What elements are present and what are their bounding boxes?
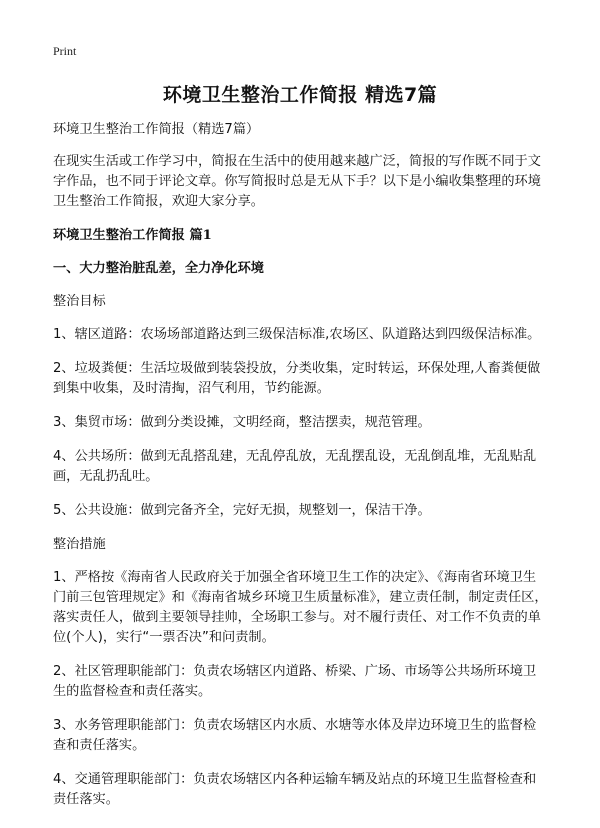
measure-item: 1、严格按《海南省人民政府关于加强全省环境卫生工作的决定》、《海南省环境卫生门前三包管理规定》和《海南省城乡环境卫生质量标准》，建立责任制，制定责任区，落实责任人，做到主要领导挂帅，全场职工参与。对不履行责任、对工作不负责的单位(个人)，实行“一票否决”和问责制。 xyxy=(53,570,548,645)
intro-paragraph: 在现实生活或工作学习中，简报在生活中的使用越来越广泛，简报的写作既不同于文字作品，也不同于评论文章。你写简报时总是无从下手？以下是小编收集整理的环境卫生整治工作简报，欢迎大家分享。 xyxy=(53,154,541,209)
document-title: 环境卫生整治工作简报 精选7篇 xyxy=(162,84,438,106)
goals-label: 整治目标 xyxy=(53,294,106,309)
part-heading: 一、大力整治脏乱差，全力净化环境 xyxy=(53,261,264,276)
goal-item: 5、公共设施：做到完备齐全，完好无损，规整划一，保洁干净。 xyxy=(53,503,431,518)
measure-item: 2、社区管理职能部门：负责农场辖区内道路、桥梁、广场、市场等公共场所环境卫生的监督检查和责任落实。 xyxy=(53,664,537,699)
measures-label: 整治措施 xyxy=(53,537,106,552)
measure-item: 3、水务管理职能部门：负责农场辖区内水质、水塘等水体及岸边环境卫生的监督检查和责任落实。 xyxy=(53,718,537,753)
measure-item: 4、交通管理职能部门：负责农场辖区内各种运输车辆及站点的环境卫生监督检查和责任落实。 xyxy=(53,772,537,807)
goal-item: 3、集贸市场：做到分类设摊，文明经商，整洁摆卖，规范管理。 xyxy=(53,415,431,430)
goal-item: 4、公共场所：做到无乱搭乱建，无乱停乱放，无乱摆乱设，无乱倒乱堆，无乱贴乱画，无乱扔乱吐。 xyxy=(53,449,537,484)
document-body xyxy=(53,120,549,824)
document-subtitle: 环境卫生整治工作简报（精选7篇） xyxy=(53,122,260,137)
section-heading: 环境卫生整治工作简报 篇1 xyxy=(53,228,212,243)
goal-item: 1、辖区道路：农场场部道路达到三级保洁标准,农场区、队道路达到四级保洁标准。 xyxy=(53,327,541,342)
goal-item: 2、垃圾粪便：生活垃圾做到装袋投放，分类收集，定时转运，环保处理,人畜粪便做到集中收集，及时清掏，沼气利用，节约能源。 xyxy=(53,361,541,396)
print-link[interactable]: Print xyxy=(53,44,77,58)
